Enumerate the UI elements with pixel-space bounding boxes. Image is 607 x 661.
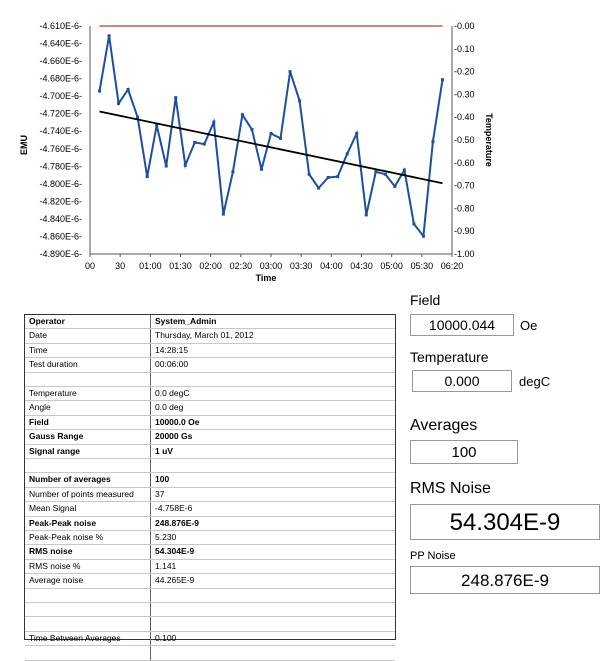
y-right-tick-label: -0.10: [454, 43, 475, 54]
x-tick-label: 02:30: [229, 261, 253, 271]
y-right-tick-label: -0.40: [454, 112, 475, 123]
table-row: [25, 516, 395, 530]
y-left-tick-label: -4.610E-6-: [39, 21, 82, 31]
y-right-tick-label: -0.90: [454, 226, 475, 237]
row-label: Number of averages: [25, 473, 151, 487]
x-tick-label: 03:30: [289, 261, 313, 271]
table-row: [25, 430, 395, 444]
row-value: 0.0 degC: [151, 387, 396, 401]
y-right-tick-label: -0.80: [454, 203, 475, 214]
row-label: Time Between Averages: [25, 631, 151, 645]
row-label: Operator: [25, 315, 151, 329]
row-value: System_Admin: [151, 315, 396, 329]
rms-noise-value: 54.304E-9: [449, 509, 561, 536]
row-label: [25, 603, 151, 617]
x-tick-label: 05:30: [410, 261, 434, 271]
field-value: 10000.044: [428, 317, 496, 333]
y-left-tick-label: -4.820E-6-: [39, 196, 82, 207]
row-label: Mean Signal: [25, 502, 151, 516]
pp-noise-value-box: [410, 566, 600, 594]
y-left-tick-label: -4.860E-6-: [39, 231, 82, 242]
y-left-tick-label: -4.890E-6-: [39, 249, 82, 259]
row-value: 37: [151, 487, 396, 501]
row-value: [151, 646, 396, 660]
row-label: Field: [25, 415, 151, 429]
row-value: [151, 459, 396, 473]
emu-data-point: [270, 132, 273, 135]
averages-label: Averages: [410, 417, 478, 434]
emu-data-point: [298, 99, 301, 102]
emu-data-point: [374, 170, 377, 173]
x-tick-label: 02:00: [199, 261, 222, 271]
row-value: 0.0 deg: [151, 401, 396, 415]
row-value: 1 uV: [151, 444, 396, 458]
emu-data-point: [384, 173, 387, 176]
emu-data-point: [193, 141, 196, 144]
emu-data-point: [146, 175, 149, 178]
x-tick-label: 05:00: [380, 261, 403, 271]
emu-data-point: [279, 137, 282, 140]
table-row: [25, 358, 395, 372]
y-right-tick-label: -1.00: [454, 249, 475, 259]
emu-data-point: [241, 113, 244, 116]
emu-data-point: [98, 90, 101, 93]
table-row: [25, 646, 395, 660]
table-row: [25, 617, 395, 631]
row-value: Thursday, March 01, 2012: [151, 329, 396, 343]
row-label: Angle: [25, 401, 151, 415]
row-value: 20000 Gs: [151, 430, 396, 444]
row-label: Signal range: [25, 444, 151, 458]
y-left-tick-label: -4.740E-6-: [39, 126, 82, 137]
row-value: 1.141: [151, 559, 396, 573]
row-label: Peak-Peak noise: [25, 516, 151, 530]
row-value: 100: [151, 473, 396, 487]
table-row: [25, 372, 395, 386]
averages-value: 100: [451, 444, 477, 461]
table-row: [25, 459, 395, 473]
emu-data-point: [165, 165, 168, 168]
emu-data-point: [289, 70, 292, 73]
pp-noise-value: 248.876E-9: [461, 571, 549, 590]
rms-noise-label: RMS Noise: [410, 480, 491, 497]
row-value: 5.230: [151, 531, 396, 545]
emu-data-point: [441, 78, 444, 81]
emu-data-point: [260, 168, 263, 171]
emu-data-point: [212, 121, 215, 124]
table-row: [25, 588, 395, 602]
table-row: [25, 415, 395, 429]
row-value: [151, 603, 396, 617]
y-left-tick-label: -4.840E-6-: [39, 213, 82, 224]
emu-data-point: [231, 170, 234, 173]
measurement-table: [24, 314, 396, 643]
field-label: Field: [410, 292, 441, 308]
row-label: [25, 372, 151, 386]
row-value: [151, 588, 396, 602]
emu-data-point: [336, 175, 339, 178]
averages-value-box: [410, 440, 518, 464]
temperature-label: Temperature: [410, 349, 489, 365]
field-value-box: [410, 314, 514, 336]
y-left-tick-label: -4.660E-6-: [39, 56, 82, 67]
emu-data-point: [365, 213, 368, 216]
emu-data-point: [327, 176, 330, 179]
emu-data-point: [317, 187, 320, 190]
row-label: Time: [25, 343, 151, 357]
x-tick-label: 30: [115, 261, 126, 271]
pp-noise-label: PP Noise: [410, 550, 456, 562]
emu-time-chart: [0, 0, 607, 290]
emu-data-point: [412, 222, 415, 225]
row-label: [25, 588, 151, 602]
table-row: [25, 473, 395, 487]
emu-data-point: [250, 128, 253, 131]
y-left-tick-label: -4.680E-6-: [39, 73, 82, 84]
table-row: [25, 387, 395, 401]
row-value: -4.758E-6: [151, 502, 396, 516]
table-row: [25, 545, 395, 559]
temperature-value-box: [412, 370, 512, 392]
emu-data-point: [422, 235, 425, 238]
y-left-tick-label: -4.800E-6-: [39, 178, 82, 189]
emu-series-line: [100, 36, 443, 236]
y-right-tick-label: -0.70: [454, 180, 475, 191]
row-label: [25, 646, 151, 660]
table-row: [25, 343, 395, 357]
row-value: [151, 372, 396, 386]
row-label: Number of points measured: [25, 487, 151, 501]
row-label: Temperature: [25, 387, 151, 401]
temperature-unit: degC: [519, 374, 551, 389]
y-right-tick-label: -0.30: [454, 89, 475, 100]
table-row: [25, 502, 395, 516]
emu-data-point: [431, 140, 434, 143]
emu-data-point: [346, 152, 349, 155]
row-label: Gauss Range: [25, 430, 151, 444]
emu-data-point: [222, 213, 225, 216]
field-unit: Oe: [520, 318, 538, 333]
table-row: [25, 559, 395, 573]
table-row: [25, 401, 395, 415]
emu-data-point: [393, 185, 396, 188]
row-value: 44.265E-9: [151, 574, 396, 588]
x-tick-label: 04:30: [350, 261, 373, 271]
row-label: Test duration: [25, 358, 151, 372]
table-row: [25, 444, 395, 458]
row-value: 00:06:00: [151, 358, 396, 372]
y-right-tick-label: -0.50: [454, 135, 475, 145]
row-label: Peak-Peak noise %: [25, 531, 151, 545]
emu-data-point: [403, 169, 406, 172]
emu-data-point: [174, 96, 177, 99]
emu-data-point: [136, 116, 139, 119]
row-value: 10000.0 Oe: [151, 415, 396, 429]
emu-data-point: [203, 143, 206, 146]
emu-data-point: [117, 102, 120, 105]
y-right-tick-label: -0.00: [454, 21, 475, 31]
emu-data-point: [184, 164, 187, 167]
table-row: [25, 531, 395, 545]
table-row: [25, 603, 395, 617]
y-right-tick-label: -0.60: [454, 157, 475, 168]
y-axis-title-left: EMU: [19, 135, 29, 155]
row-value: 14:28:15: [151, 343, 396, 357]
trend-line: [100, 112, 443, 184]
emu-data-point: [355, 132, 358, 135]
row-label: Average noise: [25, 574, 151, 588]
emu-data-point: [108, 34, 111, 37]
row-value: 0.100: [151, 631, 396, 645]
y-axis-left-ticks: [39, 21, 82, 259]
temperature-value: 0.000: [444, 373, 480, 389]
rms-noise-value-box: [410, 504, 600, 540]
x-axis-title: Time: [255, 273, 277, 283]
row-label: RMS noise: [25, 545, 151, 559]
series-layer: [90, 26, 452, 254]
emu-data-point: [308, 173, 311, 176]
y-right-tick-label: -0.20: [454, 66, 475, 77]
table-row: [25, 574, 395, 588]
emu-data-point: [127, 88, 130, 91]
row-label: Date: [25, 329, 151, 343]
y-axis-title-right: Temperature: [484, 113, 494, 167]
x-tick-label: 00: [84, 261, 96, 271]
row-label: [25, 617, 151, 631]
row-value: 248.876E-9: [151, 516, 396, 530]
y-left-tick-label: -4.640E-6-: [39, 38, 82, 49]
y-left-tick-label: -4.780E-6-: [39, 161, 82, 172]
y-left-tick-label: -4.760E-6-: [39, 143, 82, 154]
x-tick-label: 01:00: [139, 261, 162, 271]
x-axis-ticks: [85, 254, 463, 271]
row-label: [25, 459, 151, 473]
x-tick-label: 03:00: [259, 261, 283, 271]
y-left-tick-label: -4.720E-6-: [39, 108, 82, 119]
table-row: [25, 487, 395, 501]
table-row: [25, 631, 395, 645]
y-left-tick-label: -4.700E-6-: [39, 91, 82, 102]
x-tick-label: 06:20: [440, 261, 464, 271]
table-row: [25, 315, 395, 329]
y-axis-right-ticks: [454, 21, 475, 259]
x-tick-label: 01:30: [169, 261, 192, 271]
row-label: RMS noise %: [25, 559, 151, 573]
table-row: [25, 329, 395, 343]
row-value: 54.304E-9: [151, 545, 396, 559]
x-tick-label: 04:00: [320, 261, 343, 271]
row-value: [151, 617, 396, 631]
